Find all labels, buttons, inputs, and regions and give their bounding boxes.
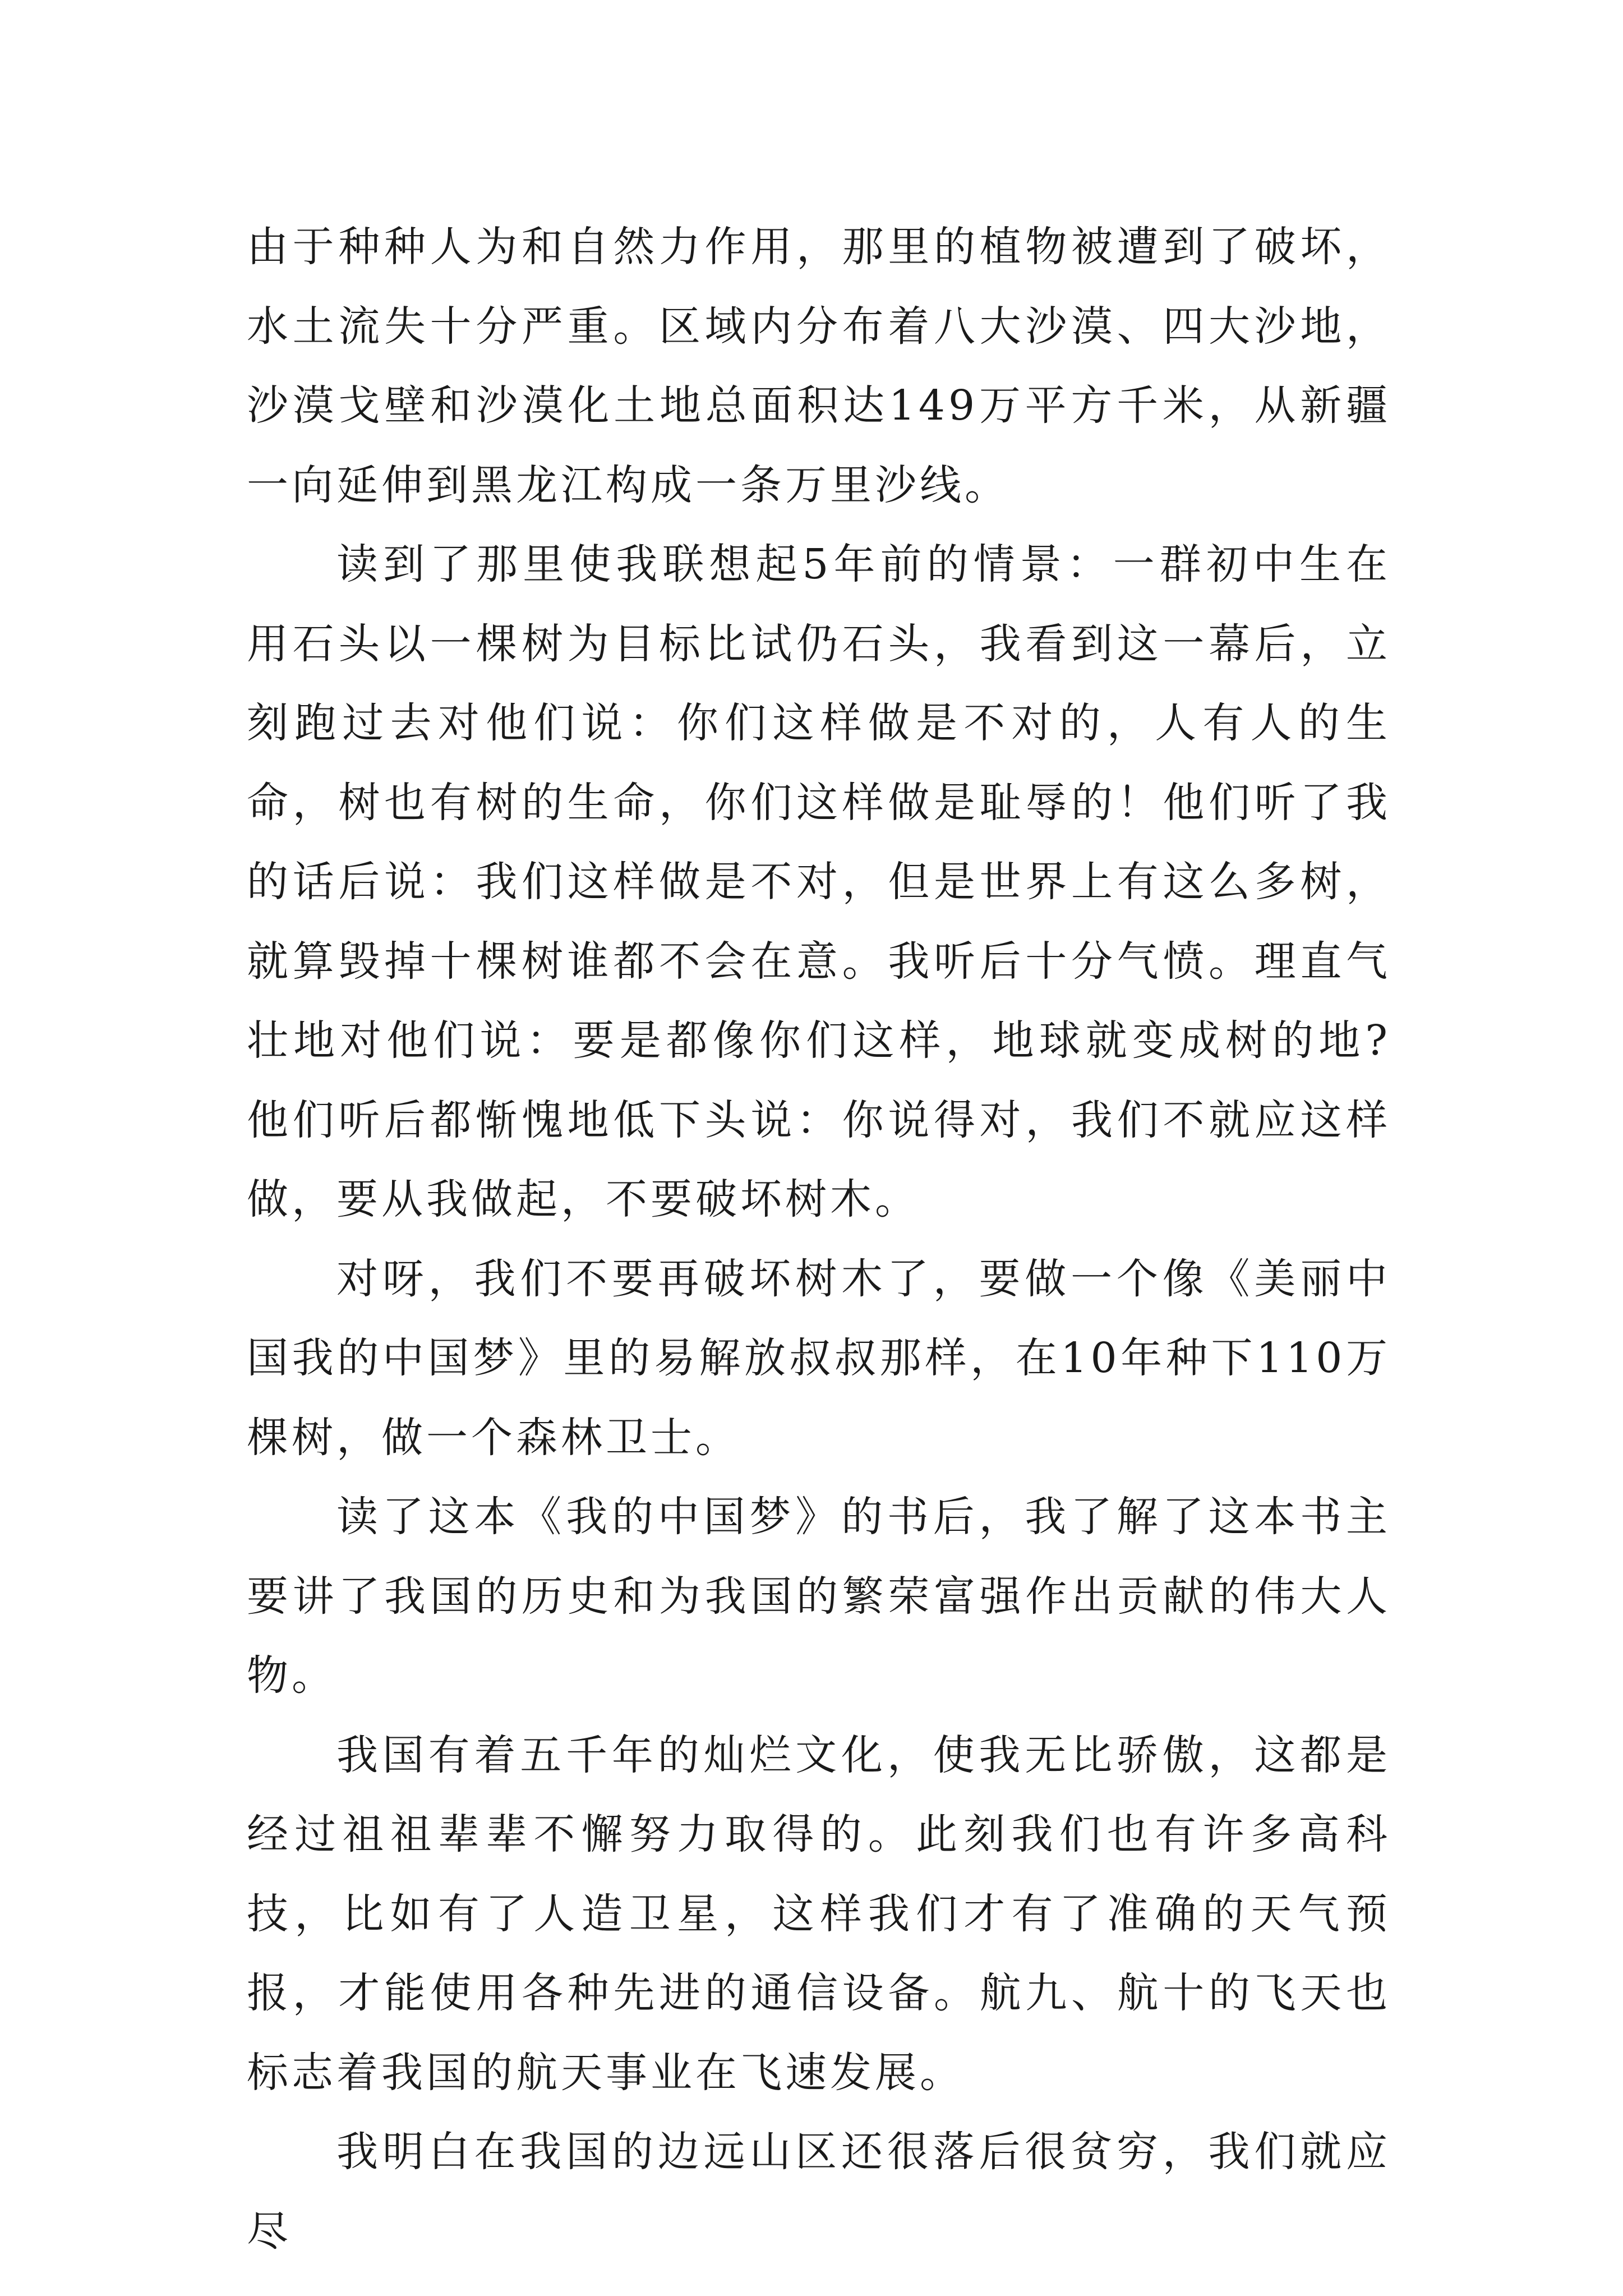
document-page [247,208,1391,2271]
paragraph-4: 读了这本《我的中国梦》的书后，我了解了这本书主要讲了我国的历史和为我国的繁荣富强作出贡献的伟大人物。 [247,1493,1391,1700]
paragraph-1: 由于种种人为和自然力作用，那里的植物被遭到了破坏，水土流失十分严重。区域内分布着八大沙漠、四大沙地，沙漠戈壁和沙漠化土地总面积达149万平方千米，从新疆一向延伸到黑龙江构成一条万里沙线。 [247,223,1391,509]
paragraph-3: 对呀，我们不要再破坏树木了，要做一个像《美丽中国我的中国梦》里的易解放叔叔那样，在10年种下110万棵树，做一个森林卫士。 [247,1254,1391,1462]
paragraph-6: 我明白在我国的边远山区还很落后很贫穷，我们就应尽 [247,2128,1391,2256]
paragraph-2: 读到了那里使我联想起5年前的情景：一群初中生在用石头以一棵树为目标比试仍石头，我看到这一幕后，立刻跑过去对他们说：你们这样做是不对的，人有人的生命，树也有树的生命，你们这样做是耻辱的！他们听了我的话后说：我们这样做是不对，但是世界上有这么多树，就算毁掉十棵树谁都不会在意。我听后十分气愤。理直气壮地对他们说：要是都像你们这样，地球就变成树的地?他们听后都惭愧地低下头说：你说得对，我们不就应这样做，要从我做起，不要破坏树木。 [247,540,1391,1223]
paragraph-5: 我国有着五千年的灿烂文化，使我无比骄傲，这都是经过祖祖辈辈不懈努力取得的。此刻我们也有许多高科技，比如有了人造卫星，这样我们才有了准确的天气预报，才能使用各种先进的通信设备。航九、航十的飞天也标志着我国的航天事业在飞速发展。 [247,1731,1391,2097]
